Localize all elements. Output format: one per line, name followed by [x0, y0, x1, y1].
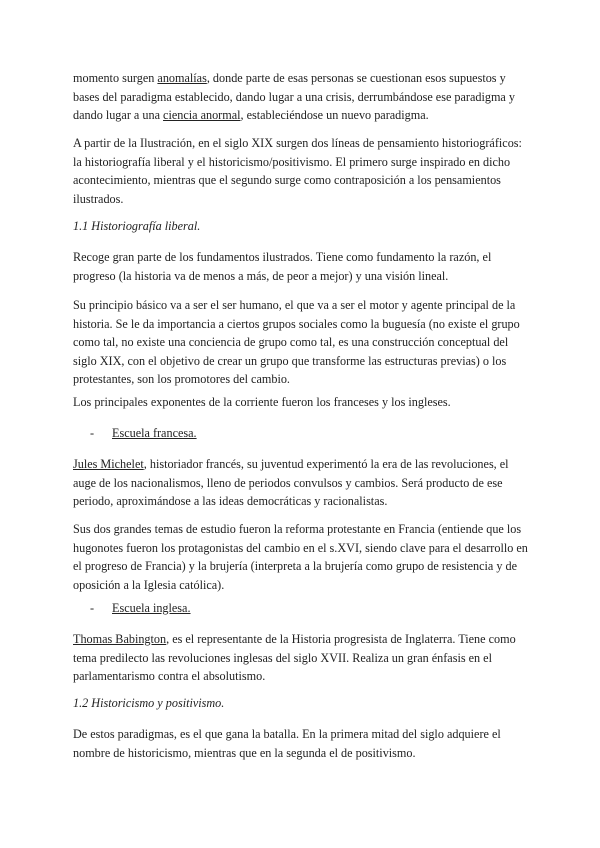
- paragraph-fundamentos: Recoge gran parte de los fundamentos ilustrados. Tiene como fundamento la razón, el progreso (la historia va de menos a más, de peor a mejor) y una visión lineal.: [73, 250, 492, 283]
- paragraph-paradigmas: De estos paradigmas, es el que gana la batalla. En la primera mitad del siglo adquiere el nombre de historicismo, mientras que en la segunda el de positivismo.: [73, 727, 501, 760]
- underlined-name-michelet: Jules Michelet: [73, 457, 144, 471]
- paragraph-exponentes: Los principales exponentes de la corriente fueron los franceses y los ingleses.: [73, 395, 451, 409]
- paragraph-ilustracion: A partir de la Ilustración, en el siglo XIX surgen dos líneas de pensamiento historiográficos: la historiografía liberal y el historicismo/positivismo. El primero surge inspirado en dicho acontecimiento, mientras que el segundo surge como contraposición a los pensamientos ilustrados.: [73, 136, 522, 206]
- underlined-name-babington: Thomas Babington: [73, 632, 167, 646]
- underlined-term-anomalias: anomalías: [157, 71, 207, 85]
- bullet-dash: -: [90, 426, 95, 440]
- bullet-escuela-inglesa: [90, 599, 191, 618]
- paragraph-principio-basico: Su principio básico va a ser el ser humano, el que va a ser el motor y agente principal de la historia. Se le da importancia a ciertos grupos sociales como la buguesía (no existe el grupo como tal, no existe una conciencia de grupo como tal, es una construcción conceptual del siglo XIX, con el objetivo de crear un grupo que transforme las estructuras previas) o los protestantes, son los promotores del cambio.: [73, 298, 520, 387]
- bullet-label: Escuela francesa.: [112, 426, 197, 440]
- section-heading-historiografia-liberal: 1.1 Historiografía liberal.: [73, 219, 201, 233]
- underlined-term-ciencia-anormal: ciencia anormal: [163, 108, 241, 123]
- paragraph-temas-estudio: Sus dos grandes temas de estudio fueron la reforma protestante en Francia (entiende que los hugonotes fueron los protagonistas del cambio en el s.XVI, siendo clave para el desarrollo en el progreso de Francia) y la brujería (interpreta a la brujería como grupo de resistencia y de oposición a la Iglesia católica).: [73, 522, 528, 592]
- text-run: , es el representante de la Historia progresista de Inglaterra. Tiene como tema predilecto las revoluciones inglesas del siglo XVII. Realiza un gran énfasis en el parlamentarismo contra el absolutismo.: [73, 632, 516, 684]
- text-run: momento surgen: [73, 71, 158, 85]
- bullet-escuela-francesa: [90, 424, 197, 443]
- paragraph-paradigm-crisis: [73, 69, 528, 125]
- text-run: , donde parte de esas personas se cuestionan esos supuestos y bases del paradigma establecido, dando lugar a una crisis, derrumbándose ese paradigma y dando lugar a una: [73, 71, 515, 123]
- text-run: , estableciéndose un nuevo paradigma.: [240, 108, 429, 123]
- paragraph-babington: [73, 630, 528, 686]
- text-run: , historiador francés, su juventud experimentó la era de las revoluciones, el auge de los nacionalismos, lleno de periodos convulsos y cambios. Será producto de ese periodo, aproximándose a las ideas democráticas y racionalistas.: [73, 457, 509, 509]
- bullet-dash: -: [90, 601, 95, 615]
- paragraph-michelet: [73, 455, 528, 511]
- bullet-label: Escuela inglesa.: [112, 601, 191, 615]
- section-heading-historicismo-positivismo: 1.2 Historicismo y positivismo.: [73, 696, 225, 710]
